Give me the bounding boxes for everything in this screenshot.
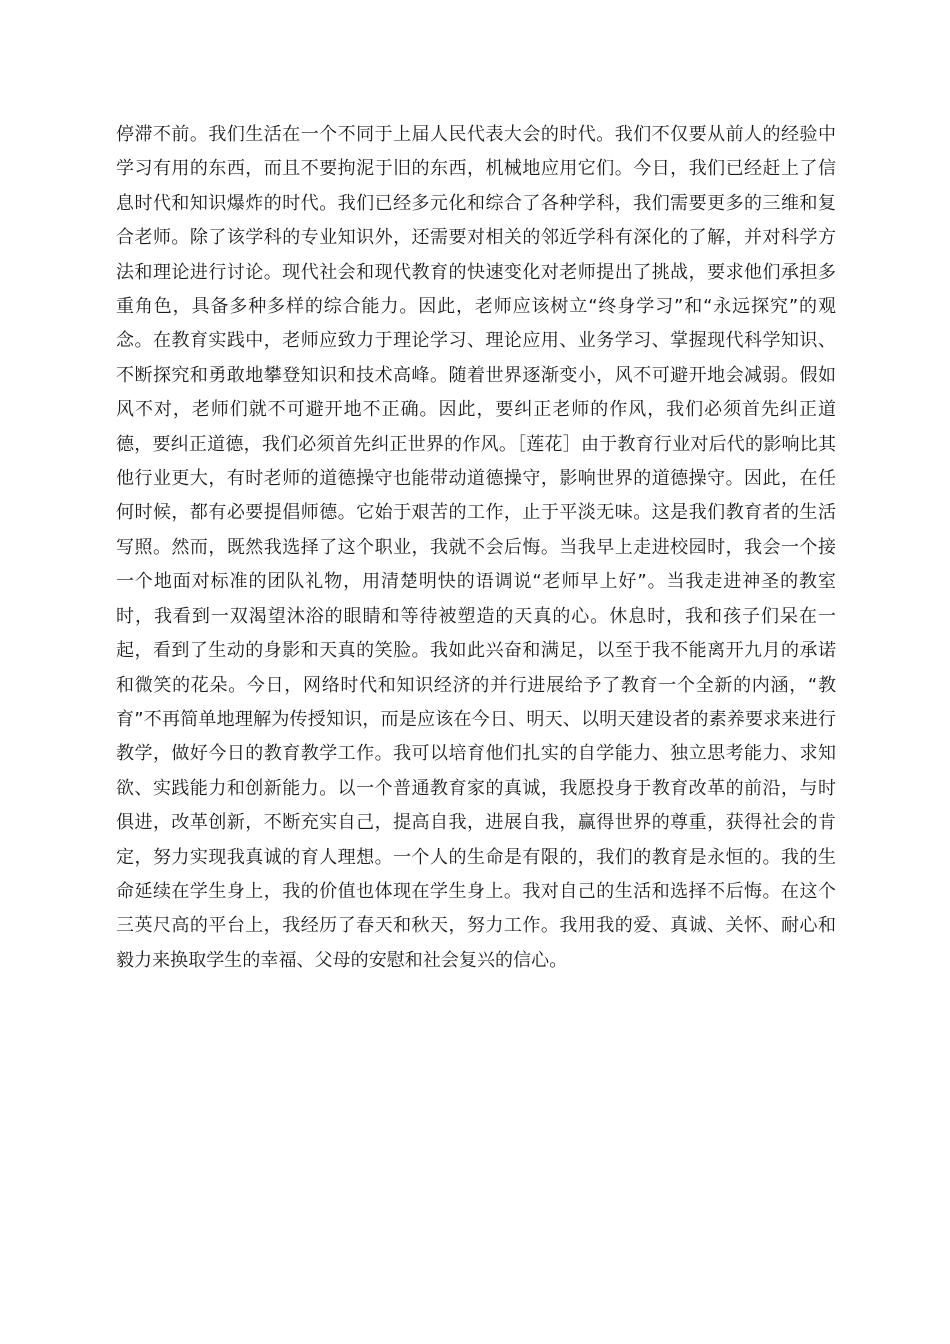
body-paragraph: 停滞不前。我们生活在一个不同于上届人民代表大会的时代。我们不仅要从前人的经验中学习有用的东西，而且不要拘泥于旧的东西，机械地应用它们。今日，我们已经赶上了信息时代和知识爆炸的时代。我们已经多元化和综合了各种学科，我们需要更多的三维和复合老师。除了该学科的专业知识外，还需要对相关的邻近学科有深化的了解，并对科学方法和理论进行讨论。现代社会和现代教育的快速变化对老师提出了挑战，要求他们承担多重角色，具备多种多样的综合能力。因此，老师应该树立“终身学习”和“永远探究”的观念。在教育实践中，老师应致力于理论学习、理论应用、业务学习、掌握现代科学知识、不断探究和勇敢地攀登知识和技术高峰。随着世界逐渐变小，风不可避开地会减弱。假如风不对，老师们就不可避开地不正确。因此，要纠正老师的作风，我们必须首先纠正道德，要纠正道德，我们必须首先纠正世界的作风。［莲花］由于教育行业对后代的影响比其他行业更大，有时老师的道德操守也能带动道德操守，影响世界的道德操守。因此，在任何时候，都有必要提倡师德。它始于艰苦的工作，止于平淡无味。这是我们教育者的生活写照。然而，既然我选择了这个职业，我就不会后悔。当我早上走进校园时，我会一个接一个地面对标准的团队礼物，用清楚明快的语调说“老师早上好”。当我走进神圣的教室时，我看到一双渴望沐浴的眼睛和等待被塑造的天真的心。休息时，我和孩子们呆在一起，看到了生动的身影和天真的笑脸。我如此兴奋和满足，以至于我不能离开九月的承诺和微笑的花朵。今日，网络时代和知识经济的并行进展给予了教育一个全新的内涵，“教育”不再简单地理解为传授知识，而是应该在今日、明天、以明天建设者的素养要求来进行教学，做好今日的教育教学工作。我可以培育他们扎实的自学能力、独立思考能力、求知欲、实践能力和创新能力。以一个普通教育家的真诚，我愿投身于教育改革的前沿，与时俱进，改革创新，不断充实自己，提高自我，进展自我，赢得世界的尊重，获得社会的肯定，努力实现我真诚的育人理想。一个人的生命是有限的，我们的教育是永恒的。我的生命延续在学生身上，我的价值也体现在学生身上。我对自己的生活和选择不后悔。在这个三英尺高的平台上，我经历了春天和秋天，努力工作。我用我的爱、真诚、关怀、耐心和毅力来换取学生的幸福、父母的安慰和社会复兴的信心。 [116, 124, 836, 971]
